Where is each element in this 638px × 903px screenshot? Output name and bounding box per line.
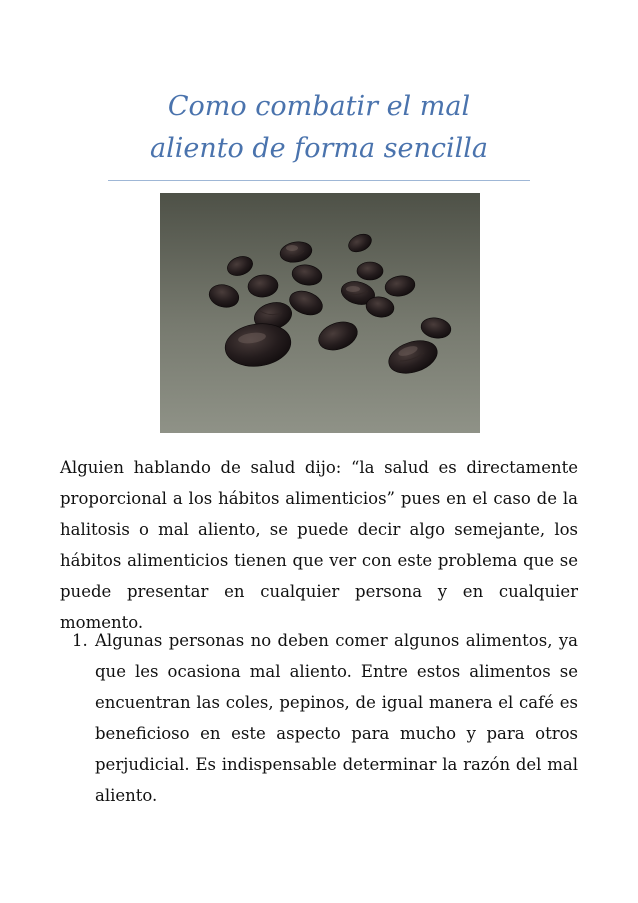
page-title (60, 86, 578, 170)
coffee-beans-photo (160, 193, 480, 433)
list-item-number: 1. (72, 631, 88, 650)
intro-paragraph: Alguien hablando de salud dijo: “la salud es directamente proporcional a los hábitos alimenticios” pues en el caso de la halitosis o mal aliento, se puede decir algo semejante, los hábitos alimenticios tienen que ver con este problema que se puede presentar en cualquier persona y en cualquier momento. (60, 458, 578, 632)
title-divider (108, 180, 530, 181)
title-line-2: aliento de forma sencilla (149, 133, 489, 164)
numbered-list (60, 625, 578, 811)
list-item-text: Algunas personas no deben comer algunos alimentos, ya que les ocasiona mal aliento. Entre estos alimentos se encuentran las coles, pepinos, de igual manera el café es beneficioso en este aspecto para mucho y para otros perjudicial. Es indispensable determinar la razón del mal aliento. (95, 631, 578, 805)
list-item (60, 625, 578, 811)
title-line-1: Como combatir el mal (167, 91, 471, 122)
